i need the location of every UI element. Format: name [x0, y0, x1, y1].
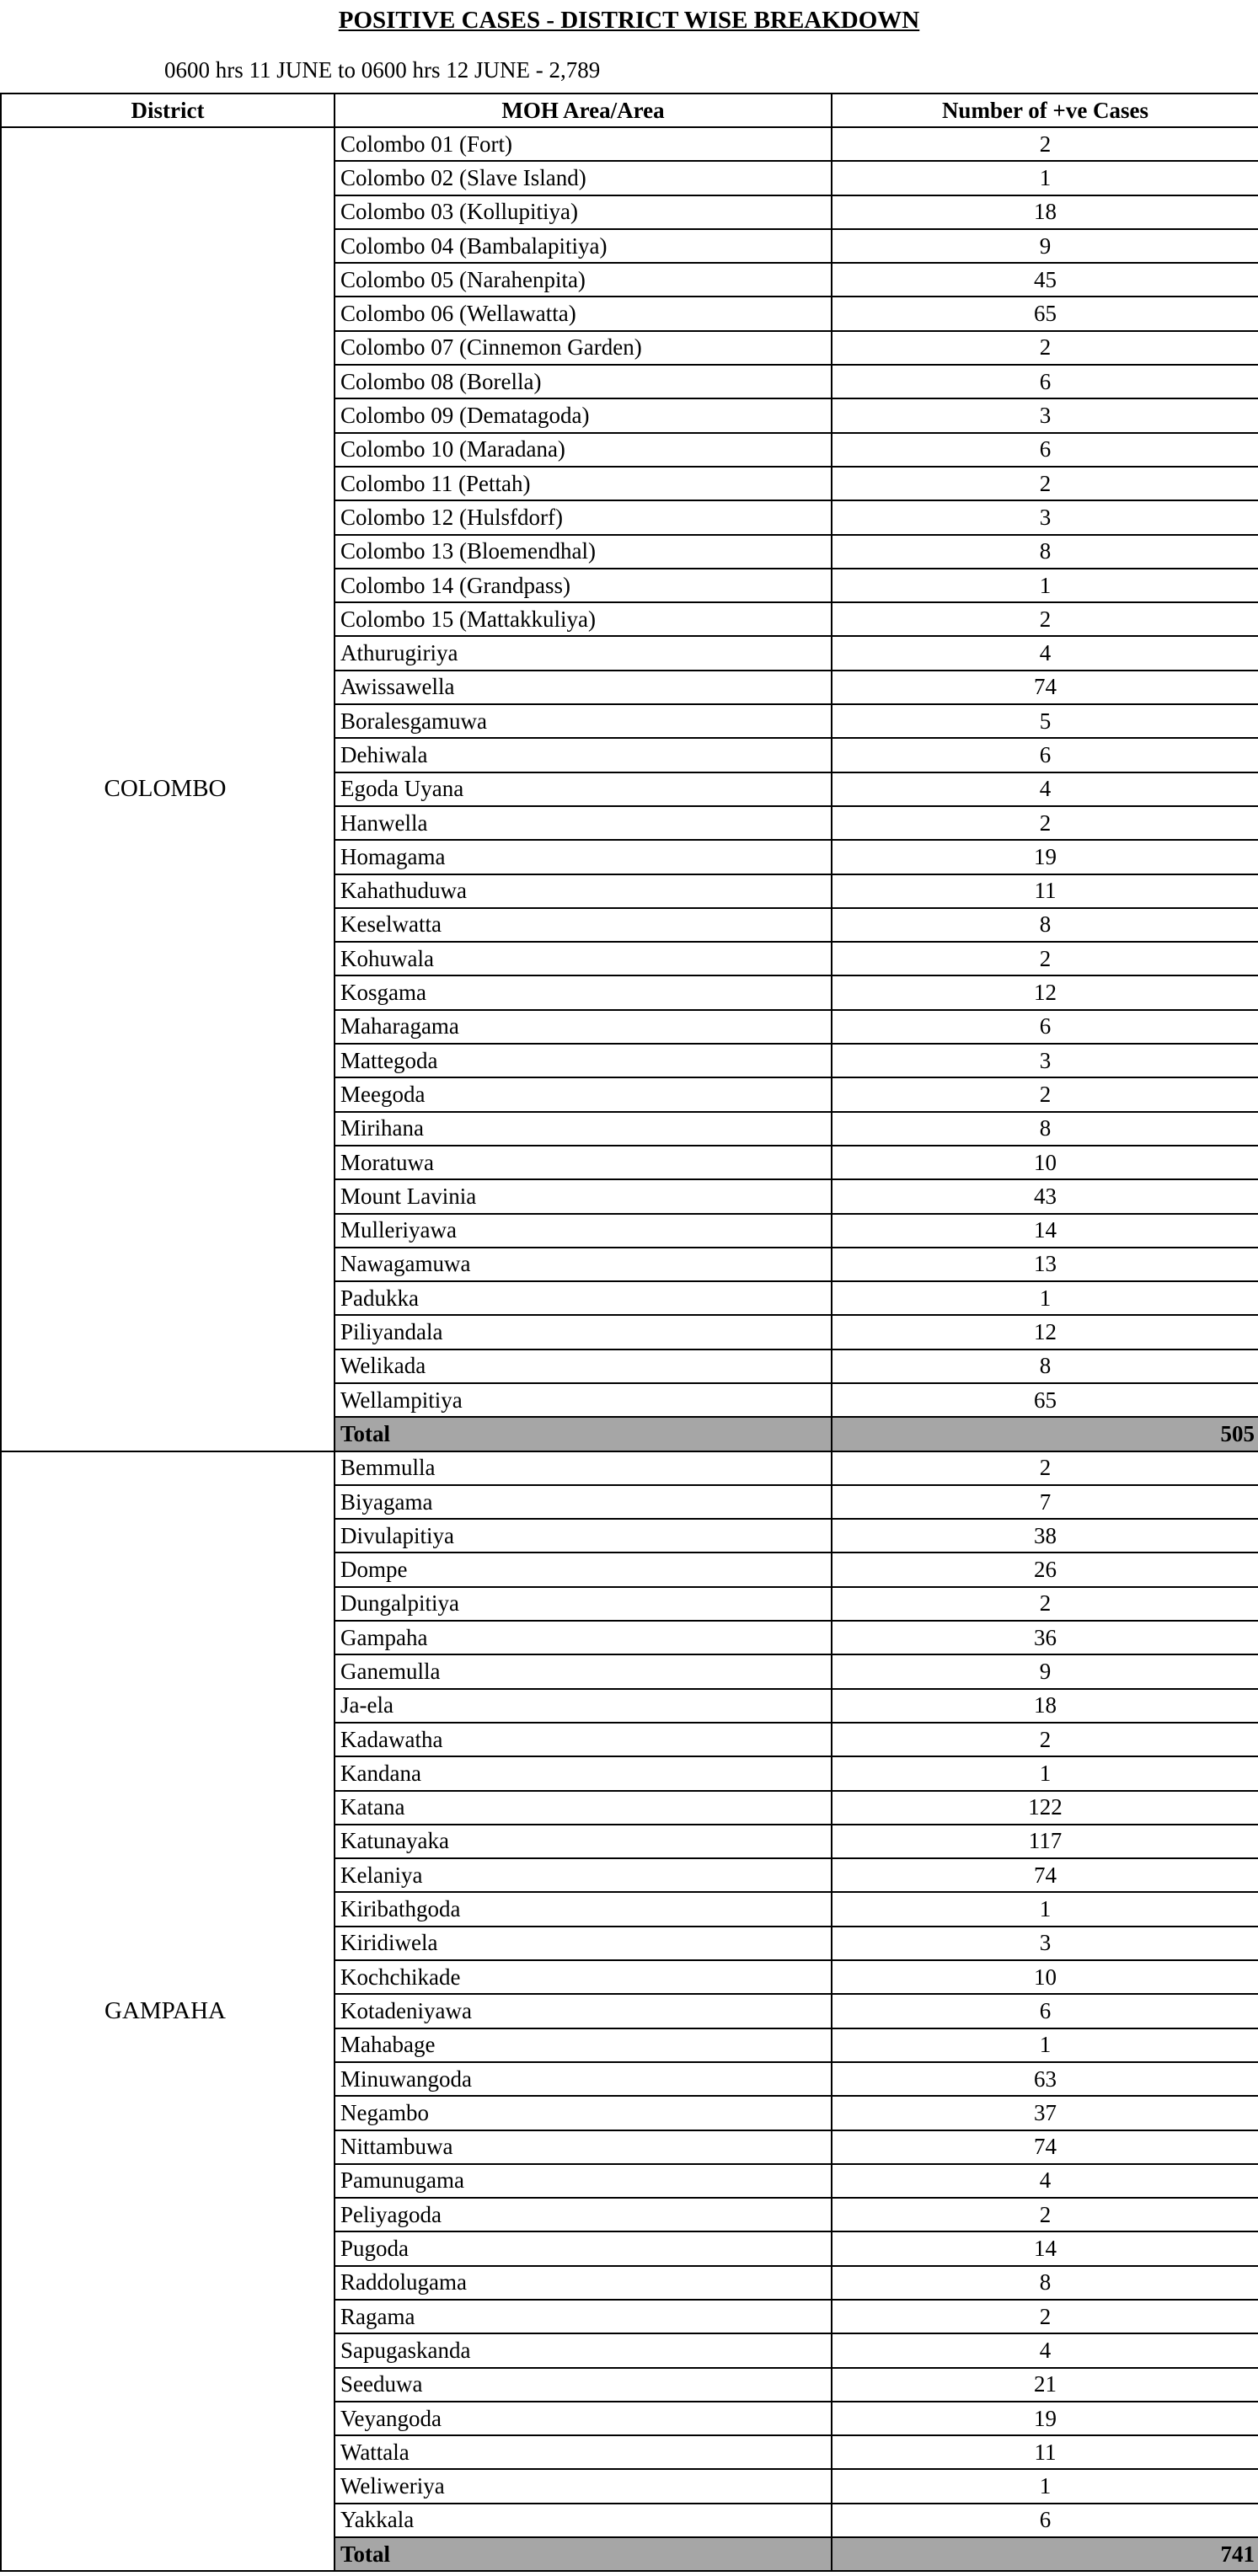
case-count-cell: 5 [832, 704, 1258, 738]
total-label: Total [335, 1417, 832, 1451]
moh-area-cell: Piliyandala [335, 1315, 832, 1349]
case-count-cell: 3 [832, 500, 1258, 534]
case-count-cell: 1 [832, 1756, 1258, 1790]
case-count-cell: 11 [832, 874, 1258, 908]
case-count-cell: 10 [832, 1146, 1258, 1179]
district-name: COLOMBO [1, 127, 335, 1451]
moh-area-cell: Meegoda [335, 1077, 832, 1111]
case-count-cell: 1 [832, 1281, 1258, 1315]
moh-area-cell: Ragama [335, 2300, 832, 2333]
case-count-cell: 13 [832, 1248, 1258, 1281]
moh-area-cell: Weliweriya [335, 2469, 832, 2503]
table-header-row [1, 94, 1258, 127]
moh-area-cell: Welikada [335, 1349, 832, 1383]
case-count-cell: 18 [832, 1689, 1258, 1723]
case-count-cell: 1 [832, 2028, 1258, 2062]
page-title: POSITIVE CASES - DISTRICT WISE BREAKDOWN [338, 7, 920, 34]
moh-area-cell: Katunayaka [335, 1825, 832, 1858]
moh-area-cell: Veyangoda [335, 2402, 832, 2435]
moh-area-cell: Pamunugama [335, 2164, 832, 2198]
moh-area-cell: Mount Lavinia [335, 1179, 832, 1213]
case-count-cell: 117 [832, 1825, 1258, 1858]
case-count-cell: 45 [832, 263, 1258, 297]
cases-table [0, 93, 1258, 2572]
case-count-cell: 65 [832, 297, 1258, 330]
case-count-cell: 9 [832, 229, 1258, 263]
case-count-cell: 8 [832, 1112, 1258, 1146]
moh-area-cell: Colombo 11 (Pettah) [335, 467, 832, 500]
case-count-cell: 3 [832, 398, 1258, 432]
case-count-cell: 8 [832, 908, 1258, 942]
moh-area-cell: Colombo 12 (Hulsfdorf) [335, 500, 832, 534]
case-count-cell: 2 [832, 1451, 1258, 1485]
case-count-cell: 122 [832, 1791, 1258, 1825]
moh-area-cell: Kandana [335, 1756, 832, 1790]
moh-area-cell: Colombo 09 (Dematagoda) [335, 398, 832, 432]
case-count-cell: 36 [832, 1621, 1258, 1654]
case-count-cell: 8 [832, 1349, 1258, 1383]
case-count-cell: 1 [832, 161, 1258, 195]
case-count-cell: 1 [832, 569, 1258, 602]
moh-area-cell: Kahathuduwa [335, 874, 832, 908]
total-value: 741 [832, 2537, 1258, 2571]
case-count-cell: 12 [832, 975, 1258, 1009]
case-count-cell: 9 [832, 1654, 1258, 1688]
case-count-cell: 19 [832, 2402, 1258, 2435]
total-label: Total [335, 2537, 832, 2571]
case-count-cell: 14 [832, 2231, 1258, 2265]
moh-area-cell: Colombo 06 (Wellawatta) [335, 297, 832, 330]
moh-area-cell: Kohuwala [335, 942, 832, 975]
moh-area-cell: Colombo 15 (Mattakkuliya) [335, 602, 832, 636]
case-count-cell: 4 [832, 772, 1258, 806]
case-count-cell: 10 [832, 1960, 1258, 1994]
moh-area-cell: Homagama [335, 840, 832, 874]
case-count-cell: 63 [832, 2062, 1258, 2096]
moh-area-cell: Wattala [335, 2435, 832, 2469]
moh-area-cell: Mattegoda [335, 1044, 832, 1077]
table-row [1, 127, 1258, 161]
moh-area-cell: Nittambuwa [335, 2130, 832, 2164]
case-count-cell: 18 [832, 195, 1258, 229]
moh-area-cell: Colombo 01 (Fort) [335, 127, 832, 161]
case-count-cell: 2 [832, 1077, 1258, 1111]
moh-area-cell: Katana [335, 1791, 832, 1825]
moh-area-cell: Wellampitiya [335, 1383, 832, 1417]
moh-area-cell: Dungalpitiya [335, 1587, 832, 1621]
moh-area-cell: Colombo 13 (Bloemendhal) [335, 535, 832, 569]
case-count-cell: 2 [832, 806, 1258, 840]
moh-area-cell: Kotadeniyawa [335, 1994, 832, 2028]
moh-area-cell: Kiridiwela [335, 1927, 832, 1960]
case-count-cell: 6 [832, 2504, 1258, 2537]
report-period: 0600 hrs 11 JUNE to 0600 hrs 12 JUNE - 2,789 [164, 57, 601, 83]
case-count-cell: 2 [832, 1587, 1258, 1621]
moh-area-cell: Colombo 04 (Bambalapitiya) [335, 229, 832, 263]
case-count-cell: 2 [832, 942, 1258, 975]
moh-area-cell: Colombo 05 (Narahenpita) [335, 263, 832, 297]
header-district: District [1, 94, 335, 127]
case-count-cell: 7 [832, 1485, 1258, 1519]
moh-area-cell: Maharagama [335, 1010, 832, 1044]
case-count-cell: 2 [832, 602, 1258, 636]
moh-area-cell: Boralesgamuwa [335, 704, 832, 738]
moh-area-cell: Colombo 03 (Kollupitiya) [335, 195, 832, 229]
case-count-cell: 21 [832, 2368, 1258, 2402]
moh-area-cell: Ja-ela [335, 1689, 832, 1723]
case-count-cell: 2 [832, 2300, 1258, 2333]
moh-area-cell: Negambo [335, 2096, 832, 2130]
case-count-cell: 11 [832, 2435, 1258, 2469]
moh-area-cell: Colombo 02 (Slave Island) [335, 161, 832, 195]
moh-area-cell: Keselwatta [335, 908, 832, 942]
table-body [1, 127, 1258, 2571]
moh-area-cell: Colombo 07 (Cinnemon Garden) [335, 331, 832, 365]
moh-area-cell: Bemmulla [335, 1451, 832, 1485]
case-count-cell: 38 [832, 1519, 1258, 1553]
moh-area-cell: Moratuwa [335, 1146, 832, 1179]
moh-area-cell: Mahabage [335, 2028, 832, 2062]
case-count-cell: 12 [832, 1315, 1258, 1349]
case-count-cell: 2 [832, 1723, 1258, 1756]
moh-area-cell: Biyagama [335, 1485, 832, 1519]
moh-area-cell: Mulleriyawa [335, 1214, 832, 1248]
header-cases: Number of +ve Cases [832, 94, 1258, 127]
moh-area-cell: Colombo 08 (Borella) [335, 365, 832, 398]
moh-area-cell: Kochchikade [335, 1960, 832, 1994]
case-count-cell: 6 [832, 738, 1258, 772]
case-count-cell: 6 [832, 433, 1258, 467]
case-count-cell: 37 [832, 2096, 1258, 2130]
moh-area-cell: Ganemulla [335, 1654, 832, 1688]
moh-area-cell: Kiribathgoda [335, 1892, 832, 1926]
moh-area-cell: Dompe [335, 1553, 832, 1586]
moh-area-cell: Seeduwa [335, 2368, 832, 2402]
moh-area-cell: Colombo 14 (Grandpass) [335, 569, 832, 602]
moh-area-cell: Kosgama [335, 975, 832, 1009]
moh-area-cell: Gampaha [335, 1621, 832, 1654]
case-count-cell: 6 [832, 365, 1258, 398]
total-value: 505 [832, 1417, 1258, 1451]
moh-area-cell: Dehiwala [335, 738, 832, 772]
moh-area-cell: Athurugiriya [335, 636, 832, 670]
case-count-cell: 6 [832, 1994, 1258, 2028]
moh-area-cell: Sapugaskanda [335, 2333, 832, 2367]
case-count-cell: 1 [832, 1892, 1258, 1926]
moh-area-cell: Colombo 10 (Maradana) [335, 433, 832, 467]
case-count-cell: 8 [832, 535, 1258, 569]
case-count-cell: 74 [832, 1858, 1258, 1892]
moh-area-cell: Padukka [335, 1281, 832, 1315]
moh-area-cell: Mirihana [335, 1112, 832, 1146]
case-count-cell: 19 [832, 840, 1258, 874]
case-count-cell: 3 [832, 1044, 1258, 1077]
case-count-cell: 4 [832, 2164, 1258, 2198]
case-count-cell: 1 [832, 2469, 1258, 2503]
case-count-cell: 2 [832, 467, 1258, 500]
case-count-cell: 74 [832, 2130, 1258, 2164]
moh-area-cell: Pugoda [335, 2231, 832, 2265]
header-moh-area: MOH Area/Area [335, 94, 832, 127]
case-count-cell: 4 [832, 636, 1258, 670]
moh-area-cell: Kadawatha [335, 1723, 832, 1756]
case-count-cell: 2 [832, 127, 1258, 161]
moh-area-cell: Hanwella [335, 806, 832, 840]
case-count-cell: 65 [832, 1383, 1258, 1417]
moh-area-cell: Yakkala [335, 2504, 832, 2537]
case-count-cell: 4 [832, 2333, 1258, 2367]
table-row [1, 1451, 1258, 1485]
moh-area-cell: Kelaniya [335, 1858, 832, 1892]
case-count-cell: 2 [832, 331, 1258, 365]
moh-area-cell: Awissawella [335, 671, 832, 704]
case-count-cell: 43 [832, 1179, 1258, 1213]
case-count-cell: 6 [832, 1010, 1258, 1044]
case-count-cell: 74 [832, 671, 1258, 704]
case-count-cell: 26 [832, 1553, 1258, 1586]
moh-area-cell: Raddolugama [335, 2266, 832, 2300]
moh-area-cell: Peliyagoda [335, 2198, 832, 2231]
case-count-cell: 2 [832, 2198, 1258, 2231]
moh-area-cell: Divulapitiya [335, 1519, 832, 1553]
case-count-cell: 3 [832, 1927, 1258, 1960]
case-count-cell: 14 [832, 1214, 1258, 1248]
district-name: GAMPAHA [1, 1451, 335, 2572]
moh-area-cell: Minuwangoda [335, 2062, 832, 2096]
case-count-cell: 8 [832, 2266, 1258, 2300]
moh-area-cell: Egoda Uyana [335, 772, 832, 806]
moh-area-cell: Nawagamuwa [335, 1248, 832, 1281]
